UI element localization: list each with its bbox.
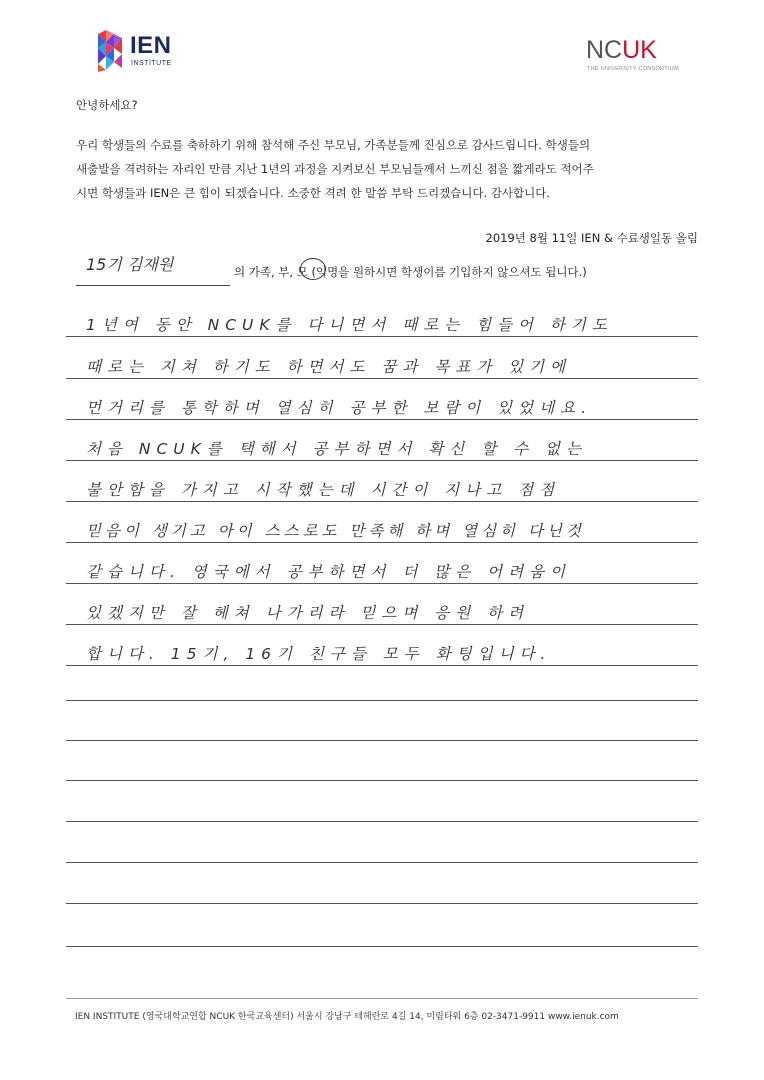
family-label: 의 가족, 부, 모 (익명을 원하시면 학생이름 기입하지 않으셔도 됩니다.)	[234, 265, 587, 279]
ncuk-logo-title: NCUK	[586, 36, 657, 64]
ruled-line	[66, 501, 698, 502]
handwritten-line: 처음 NCUK를 택해서 공부하면서 확신 할 수 없는	[86, 440, 587, 458]
intro-line: 시면 학생들과 IEN은 큰 힘이 되겠습니다. 소중한 격려 한 말씀 부탁 드리겠습니다. 감사합니다.	[76, 186, 551, 200]
ien-logo-title: IEN	[130, 32, 172, 59]
ruled-line	[66, 862, 698, 863]
ruled-line	[66, 542, 698, 543]
ruled-line	[66, 336, 698, 337]
ien-triangle-mark-icon	[96, 28, 126, 74]
signature-line	[76, 285, 230, 286]
footer-divider	[66, 998, 698, 999]
greeting: 안녕하세요?	[76, 98, 138, 112]
ruled-line	[66, 903, 698, 904]
handwritten-line: 합니다. 15기, 16기 친구들 모두 화팅입니다.	[86, 645, 552, 663]
handwritten-line: 믿음이 생기고 아이 스스로도 만족해 하며 열심히 다닌것	[86, 522, 585, 540]
ncuk-logo	[586, 36, 686, 80]
ruled-line	[66, 946, 698, 947]
handwritten-line: 있겠지만 잘 헤쳐 나가리라 믿으며 응원 하려	[86, 604, 530, 622]
ruled-line	[66, 460, 698, 461]
ruled-line	[66, 378, 698, 379]
student-name-handwritten: 15기 김재원	[86, 255, 174, 274]
ien-logo-subtitle: INSTITUTE	[131, 60, 172, 67]
intro-line: 우리 학생들의 수료를 축하하기 위해 참석해 주신 부모님, 가족분들께 진심으로 감사드립니다. 학생들의	[76, 138, 591, 152]
footer-contact: IEN INSTITUTE (영국대학교연합 NCUK 한국교육센터) 서울시 강남구 테헤란로 4길 14, 미림타워 6층 02-3471-9911 www.ienuk.com	[75, 1012, 619, 1022]
ruled-line	[66, 583, 698, 584]
ncuk-logo-subtitle: THE UNIVERSITY CONSORTIUM	[587, 66, 679, 72]
handwritten-line: 때로는 지쳐 하기도 하면서도 꿈과 목표가 있기에	[86, 358, 572, 376]
ien-institute-logo	[96, 28, 206, 76]
handwritten-line: 같습니다. 영국에서 공부하면서 더 많은 어려움이	[86, 563, 572, 581]
ruled-line	[66, 740, 698, 741]
ruled-line	[66, 419, 698, 420]
handwritten-line: 불안함을 가지고 시작했는데 시간이 지나고 점점	[86, 481, 561, 499]
handwritten-line: 먼거리를 통학하며 열심히 공부한 보람이 있었네요.	[86, 399, 592, 417]
ruled-line	[66, 700, 698, 701]
ruled-line	[66, 624, 698, 625]
handwritten-line: 1년여 동안 NCUK를 다니면서 때로는 힘들어 하기도	[86, 316, 613, 334]
ruled-line	[66, 665, 698, 666]
intro-paragraph	[76, 133, 696, 205]
ruled-line	[66, 821, 698, 822]
ruled-line	[66, 780, 698, 781]
date-signature: 2019년 8월 11일 IEN & 수료생일동 올림	[485, 231, 698, 245]
mother-selection-circle	[300, 258, 326, 280]
intro-line: 새출발을 격려하는 자리인 만큼 지난 1년의 과정을 지켜보신 부모님들께서 느끼신 점을 짧게라도 적어주	[76, 162, 594, 176]
